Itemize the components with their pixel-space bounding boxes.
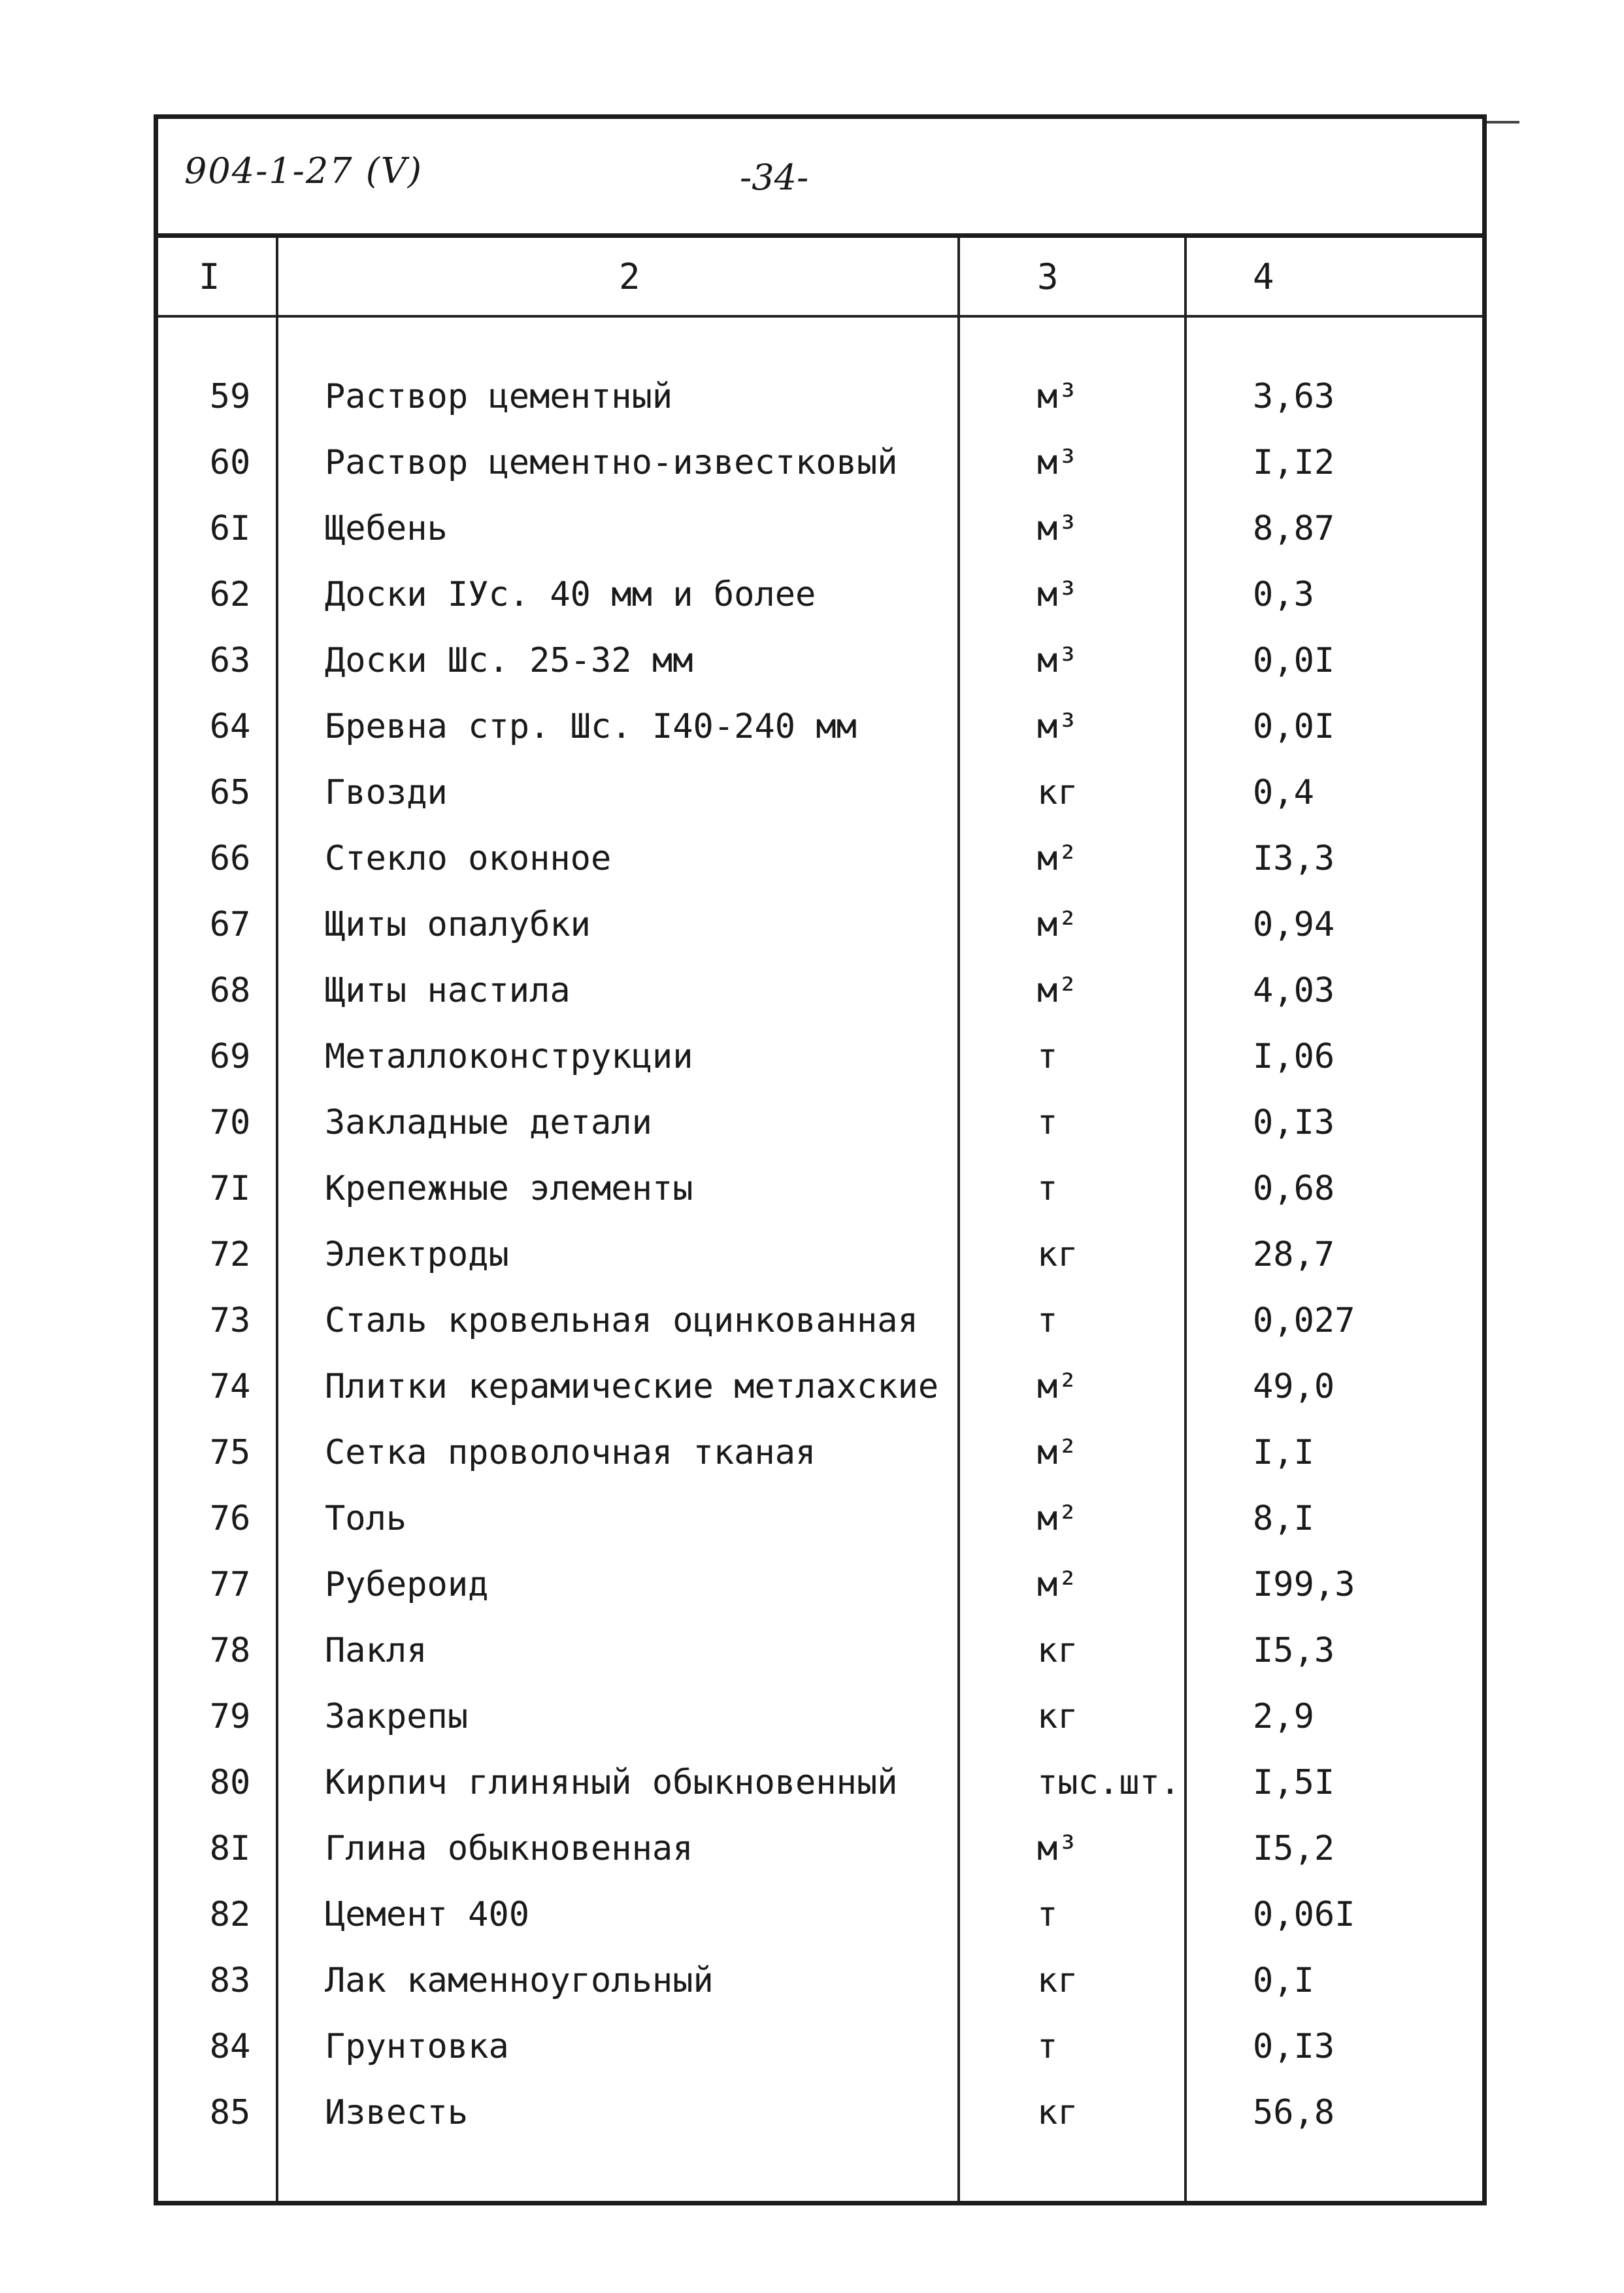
unit: м³ bbox=[1037, 641, 1078, 680]
table-row bbox=[158, 430, 1482, 496]
quantity: 0,I3 bbox=[1253, 1103, 1335, 1142]
row-number: 80 bbox=[209, 1763, 251, 1802]
quantity: I,06 bbox=[1253, 1037, 1335, 1076]
unit: м² bbox=[1037, 839, 1078, 878]
quantity: 0,I3 bbox=[1253, 2027, 1335, 2066]
row-number: 8I bbox=[209, 1829, 251, 1868]
quantity: 0,3 bbox=[1253, 575, 1314, 614]
material-name: Плитки керамические метлахские bbox=[325, 1367, 939, 1406]
material-name: Рубероид bbox=[325, 1565, 489, 1604]
quantity: I3,3 bbox=[1253, 839, 1335, 878]
quantity: I5,2 bbox=[1253, 1829, 1335, 1868]
row-number: 75 bbox=[209, 1433, 251, 1472]
row-number: 66 bbox=[209, 839, 251, 878]
row-number: 79 bbox=[209, 1697, 251, 1736]
unit: м³ bbox=[1037, 707, 1078, 746]
material-name: Щиты опалубки bbox=[325, 905, 591, 944]
table-row bbox=[158, 1420, 1482, 1486]
material-name: Раствор цементно-известковый bbox=[325, 443, 898, 482]
unit: кг bbox=[1037, 1697, 1078, 1736]
material-name: Цемент 400 bbox=[325, 1895, 530, 1934]
material-name: Доски IУс. 40 мм и более bbox=[325, 575, 816, 614]
table-row bbox=[158, 496, 1482, 562]
unit: т bbox=[1037, 1301, 1058, 1340]
quantity: 0,94 bbox=[1253, 905, 1335, 944]
material-name: Стекло оконное bbox=[325, 839, 612, 878]
material-name: Доски Шс. 25-32 мм bbox=[325, 641, 693, 680]
column-header-3: 3 bbox=[1037, 256, 1059, 297]
quantity: I5,3 bbox=[1253, 1631, 1335, 1670]
table-row bbox=[158, 562, 1482, 628]
table-row bbox=[158, 826, 1482, 892]
material-name: Закладные детали bbox=[325, 1103, 652, 1142]
quantity: 2,9 bbox=[1253, 1697, 1314, 1736]
quantity: 28,7 bbox=[1253, 1235, 1335, 1274]
material-name: Лак каменноугольный bbox=[325, 1961, 714, 2000]
material-name: Раствор цементный bbox=[325, 377, 673, 416]
material-name: Щебень bbox=[325, 509, 448, 548]
table-row bbox=[158, 628, 1482, 694]
unit: т bbox=[1037, 1169, 1058, 1208]
quantity: 0,68 bbox=[1253, 1169, 1335, 1208]
table-row bbox=[158, 1816, 1482, 1882]
table-row bbox=[158, 760, 1482, 826]
material-name: Крепежные элементы bbox=[325, 1169, 693, 1208]
row-number: 83 bbox=[209, 1961, 251, 2000]
column-header-divider bbox=[158, 315, 1482, 318]
table-row bbox=[158, 1288, 1482, 1354]
unit: кг bbox=[1037, 1631, 1078, 1670]
material-name: Грунтовка bbox=[325, 2027, 509, 2066]
table-row bbox=[158, 1024, 1482, 1090]
unit: т bbox=[1037, 1037, 1058, 1076]
unit: т bbox=[1037, 2027, 1058, 2066]
table-row bbox=[158, 1750, 1482, 1816]
quantity: 8,87 bbox=[1253, 509, 1335, 548]
table-row bbox=[158, 2014, 1482, 2080]
row-number: 62 bbox=[209, 575, 251, 614]
unit: кг bbox=[1037, 2093, 1078, 2132]
unit: кг bbox=[1037, 773, 1078, 812]
row-number: 65 bbox=[209, 773, 251, 812]
row-number: 70 bbox=[209, 1103, 251, 1142]
quantity: 49,0 bbox=[1253, 1367, 1335, 1406]
table-row bbox=[158, 1684, 1482, 1750]
quantity: 3,63 bbox=[1253, 377, 1335, 416]
quantity: 8,I bbox=[1253, 1499, 1314, 1538]
row-number: 69 bbox=[209, 1037, 251, 1076]
column-header-2: 2 bbox=[619, 256, 640, 297]
quantity: 0,0I bbox=[1253, 641, 1335, 680]
table-row bbox=[158, 958, 1482, 1024]
material-name: Толь bbox=[325, 1499, 407, 1538]
unit: тыс.шт. bbox=[1037, 1763, 1181, 1802]
row-number: 77 bbox=[209, 1565, 251, 1604]
material-name: Сетка проволочная тканая bbox=[325, 1433, 816, 1472]
table-row bbox=[158, 1486, 1482, 1552]
table-row bbox=[158, 1222, 1482, 1288]
row-number: 76 bbox=[209, 1499, 251, 1538]
row-number: 78 bbox=[209, 1631, 251, 1670]
unit: м² bbox=[1037, 905, 1078, 944]
material-name: Сталь кровельная оцинкованная bbox=[325, 1301, 918, 1340]
header-divider bbox=[158, 233, 1482, 238]
material-name: Бревна стр. Шс. I40-240 мм bbox=[325, 707, 857, 746]
table-row bbox=[158, 694, 1482, 760]
material-name: Кирпич глиняный обыкновенный bbox=[325, 1763, 898, 1802]
material-name: Металлоконструкции bbox=[325, 1037, 693, 1076]
unit: кг bbox=[1037, 1961, 1078, 2000]
unit: м³ bbox=[1037, 575, 1078, 614]
table-row bbox=[158, 1552, 1482, 1618]
quantity: I99,3 bbox=[1253, 1565, 1355, 1604]
unit: м³ bbox=[1037, 1829, 1078, 1868]
row-number: 73 bbox=[209, 1301, 251, 1340]
quantity: 0,06I bbox=[1253, 1895, 1355, 1934]
table-row bbox=[158, 1090, 1482, 1156]
quantity: I,5I bbox=[1253, 1763, 1335, 1802]
unit: м² bbox=[1037, 1499, 1078, 1538]
quantity: 0,027 bbox=[1253, 1301, 1355, 1340]
quantity: 0,I bbox=[1253, 1961, 1314, 2000]
row-number: 60 bbox=[209, 443, 251, 482]
unit: м³ bbox=[1037, 377, 1078, 416]
table-row bbox=[158, 1618, 1482, 1684]
row-number: 6I bbox=[209, 509, 251, 548]
table-row bbox=[158, 1156, 1482, 1222]
quantity: 0,0I bbox=[1253, 707, 1335, 746]
row-number: 59 bbox=[209, 377, 251, 416]
column-header-1: I bbox=[199, 256, 220, 297]
row-number: 7I bbox=[209, 1169, 251, 1208]
row-number: 63 bbox=[209, 641, 251, 680]
unit: м² bbox=[1037, 1433, 1078, 1472]
material-name: Щиты настила bbox=[325, 971, 571, 1010]
unit: м² bbox=[1037, 1367, 1078, 1406]
unit: м² bbox=[1037, 1565, 1078, 1604]
quantity: I,I2 bbox=[1253, 443, 1335, 482]
unit: м³ bbox=[1037, 443, 1078, 482]
unit: м² bbox=[1037, 971, 1078, 1010]
table-row bbox=[158, 1354, 1482, 1420]
quantity: 56,8 bbox=[1253, 2093, 1335, 2132]
row-number: 68 bbox=[209, 971, 251, 1010]
column-header-4: 4 bbox=[1253, 256, 1274, 297]
quantity: 0,4 bbox=[1253, 773, 1314, 812]
unit: т bbox=[1037, 1103, 1058, 1142]
table-row bbox=[158, 1882, 1482, 1948]
row-number: 74 bbox=[209, 1367, 251, 1406]
material-name: Известь bbox=[325, 2093, 469, 2132]
material-name: Пакля bbox=[325, 1631, 427, 1670]
table-row bbox=[158, 1948, 1482, 2014]
row-number: 72 bbox=[209, 1235, 251, 1274]
unit: т bbox=[1037, 1895, 1058, 1934]
row-number: 67 bbox=[209, 905, 251, 944]
unit: м³ bbox=[1037, 509, 1078, 548]
corner-tick-mark bbox=[1483, 121, 1519, 124]
unit: кг bbox=[1037, 1235, 1078, 1274]
row-number: 82 bbox=[209, 1895, 251, 1934]
quantity: 4,03 bbox=[1253, 971, 1335, 1010]
doc-code: 904-1-27 (V) bbox=[184, 150, 423, 191]
row-number: 64 bbox=[209, 707, 251, 746]
material-name: Гвозди bbox=[325, 773, 448, 812]
row-number: 84 bbox=[209, 2027, 251, 2066]
material-name: Закрепы bbox=[325, 1697, 469, 1736]
material-name: Глина обыкновенная bbox=[325, 1829, 693, 1868]
quantity: I,I bbox=[1253, 1433, 1314, 1472]
table-row bbox=[158, 892, 1482, 958]
document-frame bbox=[154, 114, 1487, 2205]
material-name: Электроды bbox=[325, 1235, 509, 1274]
table-row bbox=[158, 364, 1482, 430]
row-number: 85 bbox=[209, 2093, 251, 2132]
page-number: -34- bbox=[740, 157, 809, 198]
table-row bbox=[158, 2080, 1482, 2146]
